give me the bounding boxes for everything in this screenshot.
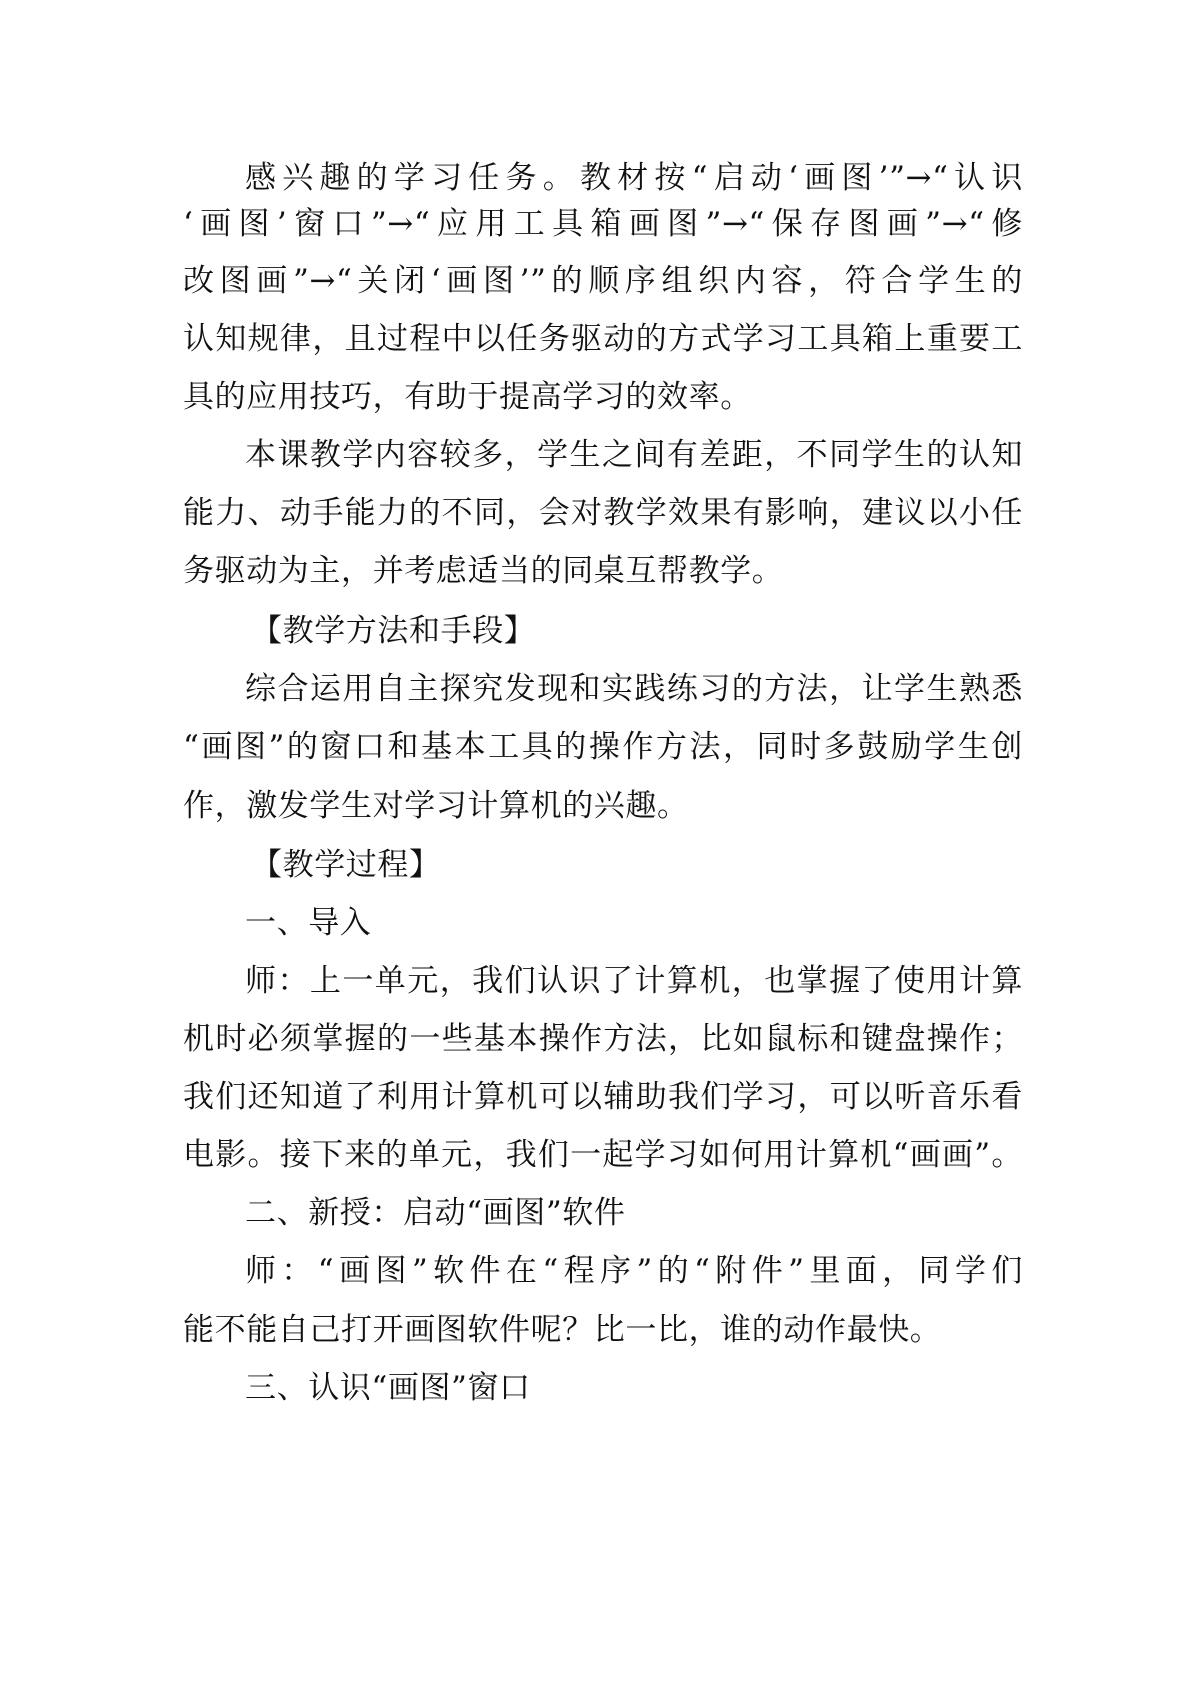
paragraph-line: 认知规律，且过程中以任务驱动的方式学习工具箱上重要工 xyxy=(183,321,1023,357)
section-heading: 【教学过程】 xyxy=(251,847,441,883)
subsection-heading: 二、新授：启动“画图”软件 xyxy=(245,1195,626,1231)
paragraph-line: 电影。接下来的单元，我们一起学习如何用计算机“画画”。 xyxy=(183,1137,1023,1173)
paragraph-line: 师：“画图”软件在“程序”的“附件”里面，同学们 xyxy=(245,1253,1023,1289)
paragraph-line: 具的应用技巧，有助于提高学习的效率。 xyxy=(183,379,752,415)
paragraph-line: “画图”的窗口和基本工具的操作方法，同时多鼓励学生创 xyxy=(183,729,1023,765)
paragraph-line: 务驱动为主，并考虑适当的同桌互帮教学。 xyxy=(183,553,784,589)
paragraph-line: 感兴趣的学习任务。教材按“启动‘画图’”→“认识 xyxy=(245,160,1023,196)
subsection-heading: 一、导入 xyxy=(245,905,372,941)
paragraph-line: 机时必须掌握的一些基本操作方法，比如鼠标和键盘操作； xyxy=(183,1021,1023,1057)
paragraph-line: 本课教学内容较多，学生之间有差距，不同学生的认知 xyxy=(245,437,1023,473)
paragraph-line: 能力、动手能力的不同，会对教学效果有影响，建议以小任 xyxy=(183,495,1023,531)
paragraph-line: 我们还知道了利用计算机可以辅助我们学习，可以听音乐看 xyxy=(183,1079,1023,1115)
paragraph-line: 综合运用自主探究发现和实践练习的方法，让学生熟悉 xyxy=(245,671,1023,707)
paragraph-line: 改图画”→“关闭‘画图’”的顺序组织内容，符合学生的 xyxy=(183,263,1023,299)
section-heading: 【教学方法和手段】 xyxy=(251,613,536,649)
paragraph-line: 作，激发学生对学习计算机的兴趣。 xyxy=(183,788,689,824)
subsection-heading: 三、认识“画图”窗口 xyxy=(245,1370,531,1406)
paragraph-line: 师：上一单元，我们认识了计算机，也掌握了使用计算 xyxy=(245,963,1023,999)
paragraph-line: 能不能自己打开画图软件呢？比一比，谁的动作最快。 xyxy=(183,1312,942,1348)
paragraph-line: ‘画图’窗口”→“应用工具箱画图”→“保存图画”→“修 xyxy=(183,206,1023,242)
